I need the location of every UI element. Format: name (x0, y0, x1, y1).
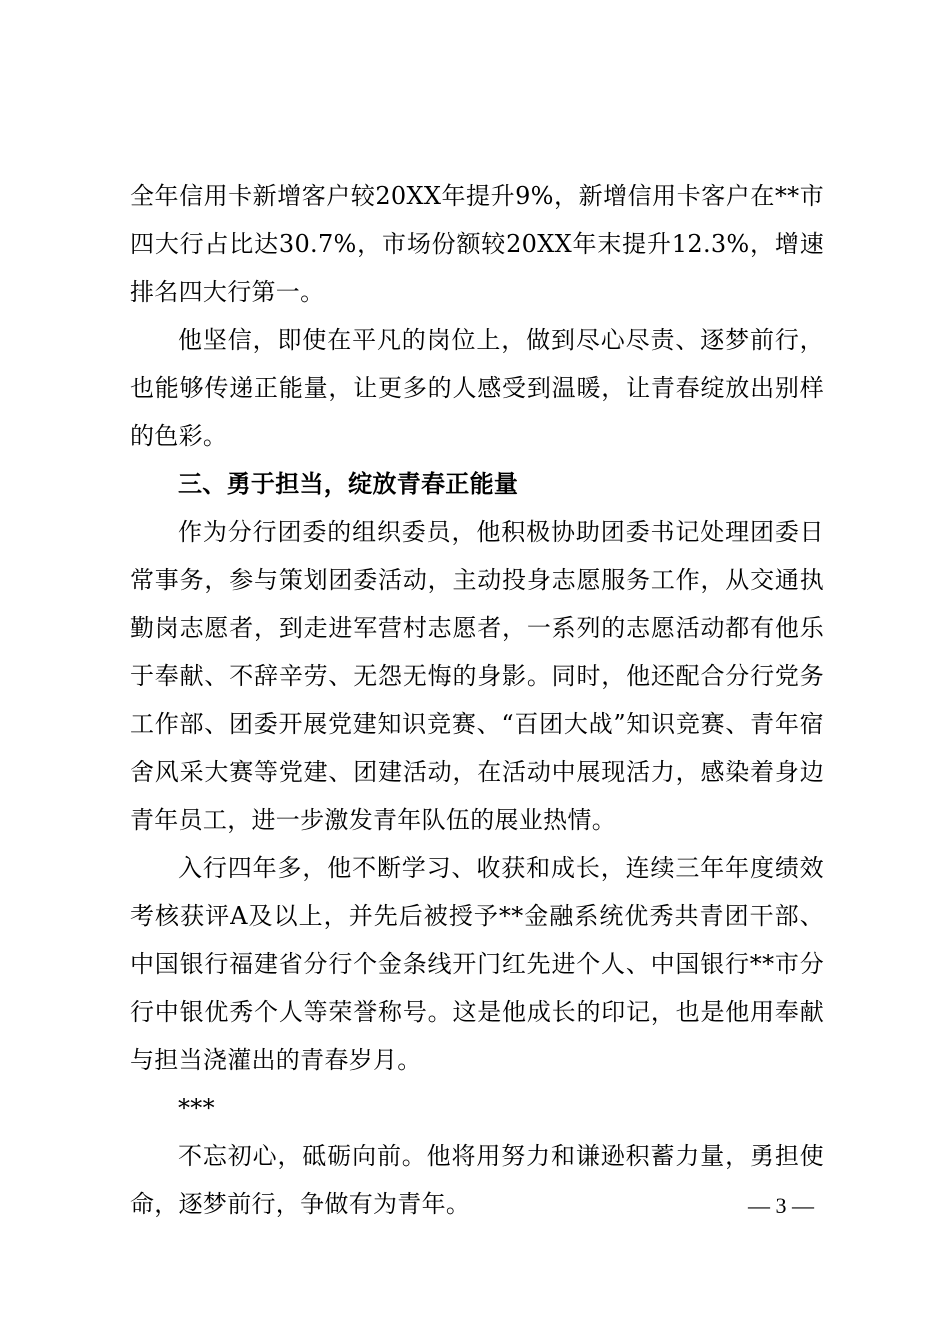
document-body (130, 172, 824, 1228)
page-number: — 3 — (748, 1193, 814, 1218)
section-heading: 三、勇于担当，绽放青春正能量 (178, 470, 519, 498)
paragraph-league-committee: 作为分行团委的组织委员，他积极协助团委书记处理团委日常事务，参与策划团委活动，主动投身志愿服务工作，从交通执勤岗志愿者，到走进军营村志愿者，一系列的志愿活动都有他乐于奉献、不辞辛劳、无怨无悔的身影。同时，他还配合分行党务工作部、团委开展党建知识竞赛、“百团大战”知识竞赛、青年宿舍风采大赛等党建、团建活动，在活动中展现活力，感染着身边青年员工，进一步激发青年队伍的展业热情。 (130, 518, 824, 834)
paragraph-credit-card-stats: 全年信用卡新增客户较20XX年提升9%，新增信用卡客户在**市四大行占比达30.7%，市场份额较20XX年末提升12.3%，增速排名四大行第一。 (130, 182, 824, 306)
paragraph-honors: 入行四年多，他不断学习、收获和成长，连续三年年度绩效考核获评A及以上，并先后被授予**金融系统优秀共青团干部、中国银行福建省分行个金条线开门红先进个人、中国银行**市分行中银优秀个人等荣誉称号。这是他成长的印记，也是他用奉献与担当浇灌出的青春岁月。 (130, 854, 824, 1074)
paragraph-belief: 他坚信，即使在平凡的岗位上，做到尽心尽责、逐梦前行，也能够传递正能量，让更多的人感受到温暖，让青春绽放出别样的色彩。 (130, 326, 824, 450)
section-separator: *** (178, 1094, 215, 1122)
paragraph-closing: 不忘初心，砥砺向前。他将用努力和谦逊积蓄力量，勇担使命，逐梦前行，争做有为青年。 (130, 1142, 824, 1218)
